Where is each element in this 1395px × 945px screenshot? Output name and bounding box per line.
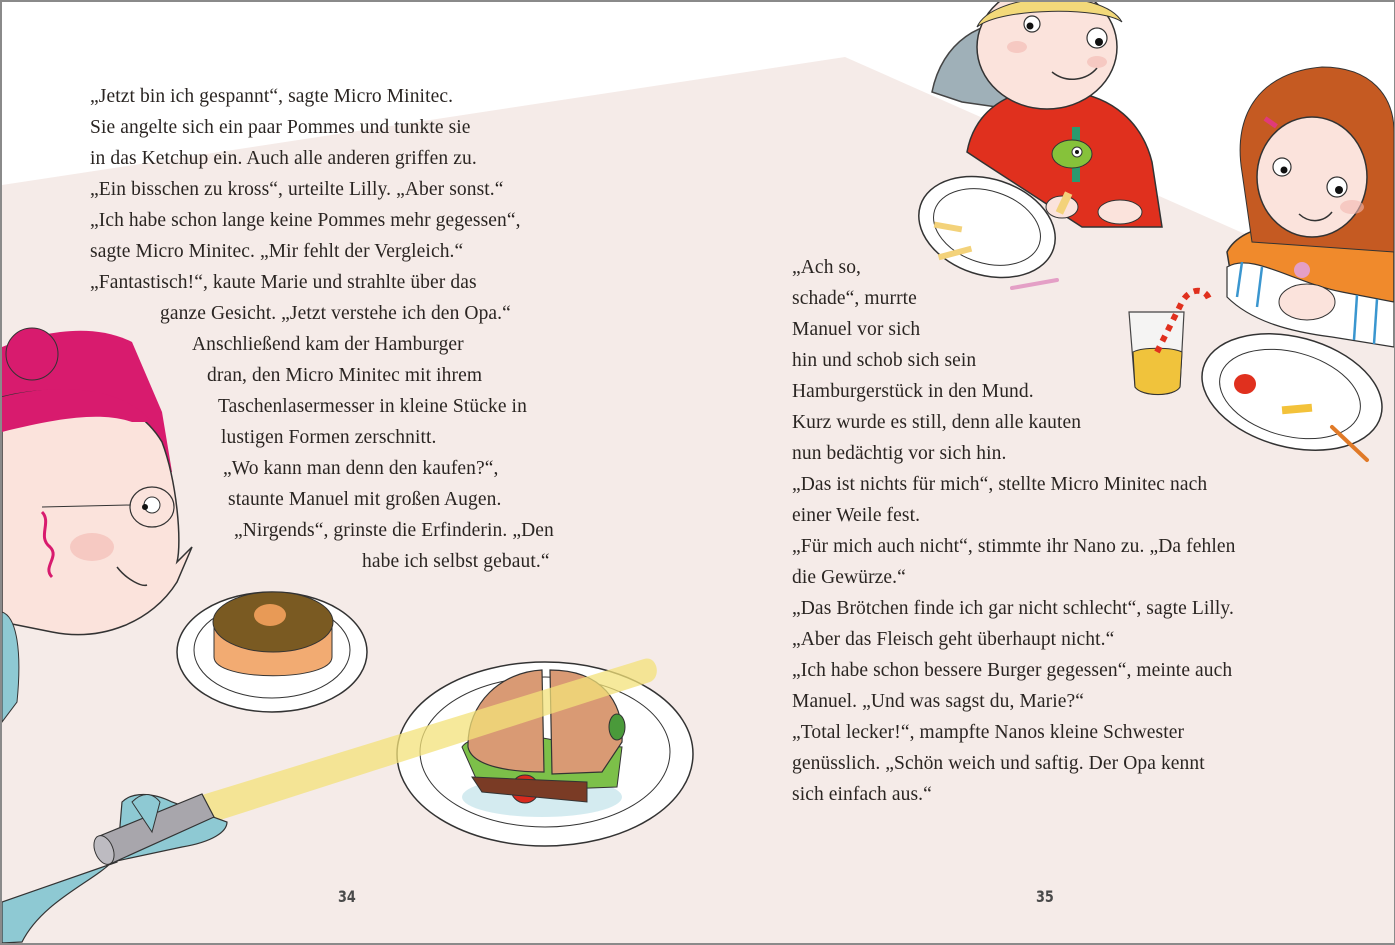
text-line: „Ein bisschen zu kross“, urteilte Lilly. „Aber sonst.“	[90, 179, 504, 200]
text-line: „Jetzt bin ich gespannt“, sagte Micro Minitec.	[90, 86, 454, 107]
text-line: dran, den Micro Minitec mit ihrem	[207, 365, 483, 386]
text-line: sagte Micro Minitec. „Mir fehlt der Vergleich.“	[90, 241, 464, 262]
text-line: „Ich habe schon bessere Burger gegessen“, meinte auch	[792, 660, 1233, 681]
text-line: einer Weile fest.	[792, 505, 921, 526]
text-line: genüsslich. „Schön weich und saftig. Der Opa kennt	[792, 753, 1205, 774]
text-line: schade“, murrte	[792, 288, 917, 309]
page-number-left: 34	[338, 887, 356, 906]
text-line: staunte Manuel mit großen Augen.	[228, 489, 502, 510]
text-line: „Aber das Fleisch geht überhaupt nicht.“	[792, 629, 1115, 650]
text-line: „Fantastisch!“, kaute Marie und strahlte über das	[90, 272, 477, 293]
text-line: „Ach so,	[792, 257, 862, 278]
text-line: nun bedächtig vor sich hin.	[792, 443, 1007, 464]
text-line: Manuel. „Und was sagst du, Marie?“	[792, 691, 1085, 712]
text-line: „Das ist nichts für mich“, stellte Micro Minitec nach	[792, 474, 1208, 495]
text-line: „Nirgends“, grinste die Erfinderin. „Den	[234, 520, 554, 541]
donut-plate-illustration	[177, 592, 367, 712]
text-line: „Wo kann man denn den kaufen?“,	[223, 458, 499, 479]
text-line: „Für mich auch nicht“, stimmte ihr Nano zu. „Da fehlen	[792, 536, 1236, 557]
text-line: hin und schob sich sein	[792, 350, 977, 371]
text-line: Hamburgerstück in den Mund.	[792, 381, 1034, 402]
page-number-right: 35	[1036, 887, 1054, 906]
text-line: Manuel vor sich	[792, 319, 921, 340]
text-line: in das Ketchup ein. Auch alle anderen griffen zu.	[90, 148, 477, 169]
book-spread	[2, 2, 1394, 943]
girl-orange-shirt-illustration	[1227, 67, 1394, 347]
text-line: „Das Brötchen finde ich gar nicht schlecht“, sagte Lilly.	[792, 598, 1234, 619]
text-line: habe ich selbst gebaut.“	[362, 551, 550, 572]
text-line: lustigen Formen zerschnitt.	[221, 427, 437, 448]
text-line: Anschließend kam der Hamburger	[192, 334, 464, 355]
text-line: sich einfach aus.“	[792, 784, 932, 805]
text-line: Taschenlasermesser in kleine Stücke in	[218, 396, 527, 417]
text-line: „Total lecker!“, mampfte Nanos kleine Schwester	[792, 722, 1185, 743]
text-line: Sie angelte sich ein paar Pommes und tunkte sie	[90, 117, 471, 138]
text-line: „Ich habe schon lange keine Pommes mehr gegessen“,	[90, 210, 521, 231]
text-line: Kurz wurde es still, denn alle kauten	[792, 412, 1082, 433]
text-line: die Gewürze.“	[792, 567, 906, 588]
text-line: ganze Gesicht. „Jetzt verstehe ich den Opa.“	[160, 303, 511, 324]
